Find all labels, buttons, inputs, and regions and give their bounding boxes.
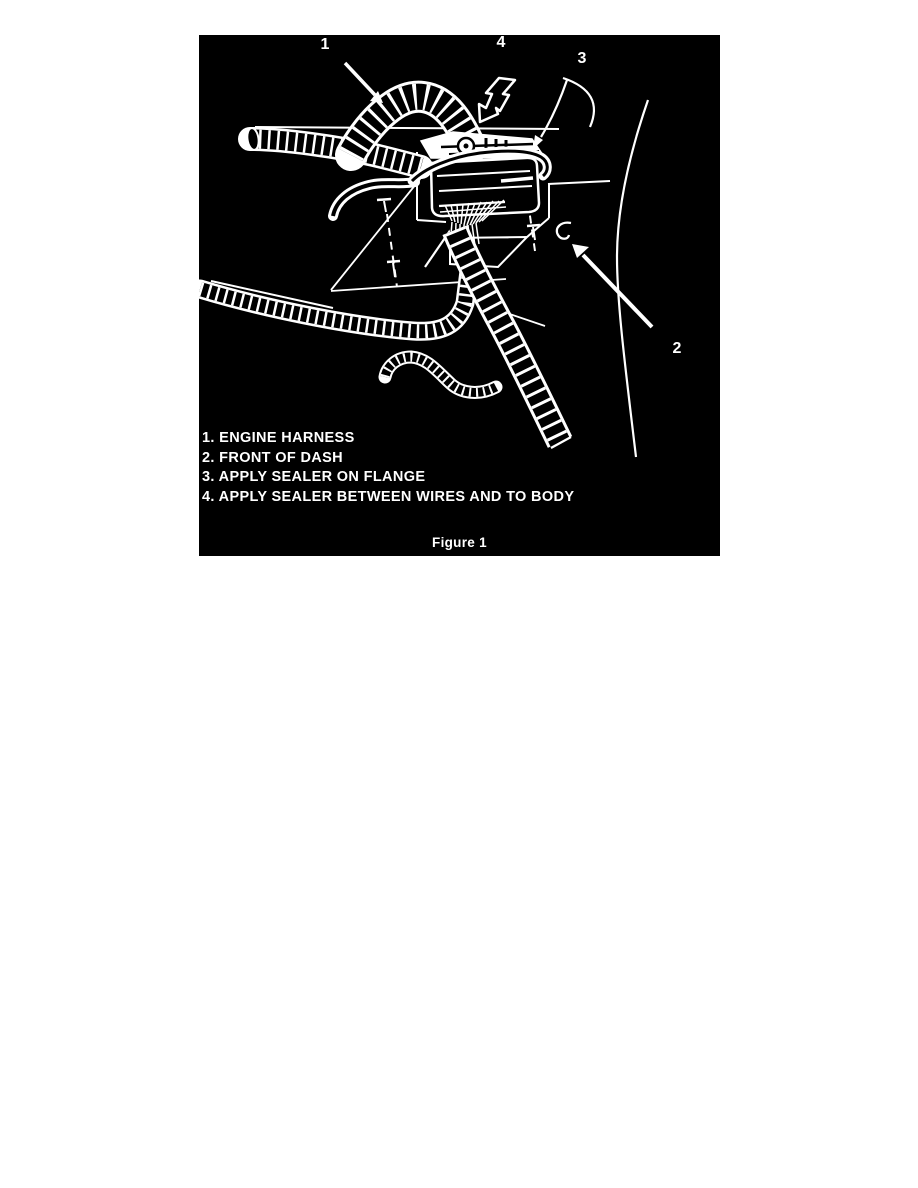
callout-1-number: 1: [320, 36, 330, 53]
figure-caption: Figure 1: [432, 535, 487, 550]
legend-line: 4. APPLY SEALER BETWEEN WIRES AND TO BODY: [202, 488, 575, 505]
descending-harness-tube: [455, 230, 571, 448]
legend-line: 2. FRONT OF DASH: [202, 449, 343, 466]
screw-icon: [377, 199, 391, 200]
arrow-1: [345, 63, 375, 95]
callout-4-number: 4: [496, 34, 506, 51]
clip-hook: [557, 223, 571, 239]
lower-harness-tube: [200, 271, 469, 331]
screw-icon: [387, 261, 400, 262]
service-manual-figure: [199, 35, 720, 556]
small-harness-tube: [385, 357, 496, 392]
legend-line: 1. ENGINE HARNESS: [202, 430, 355, 446]
body-corner-curve: [563, 78, 594, 127]
legend-line: 3. APPLY SEALER ON FLANGE: [202, 469, 426, 485]
left-flange-strip: [333, 182, 415, 216]
callout-3-number: 3: [577, 50, 587, 67]
dash-edge-line: [255, 127, 559, 129]
callout-2-number: 2: [672, 340, 682, 357]
screw-icon: [527, 225, 540, 226]
figure-legend: [202, 429, 574, 507]
engine-harness-tube: [246, 127, 421, 167]
lightning-arrow-4: [479, 78, 515, 122]
body-contour-line: [617, 100, 648, 457]
